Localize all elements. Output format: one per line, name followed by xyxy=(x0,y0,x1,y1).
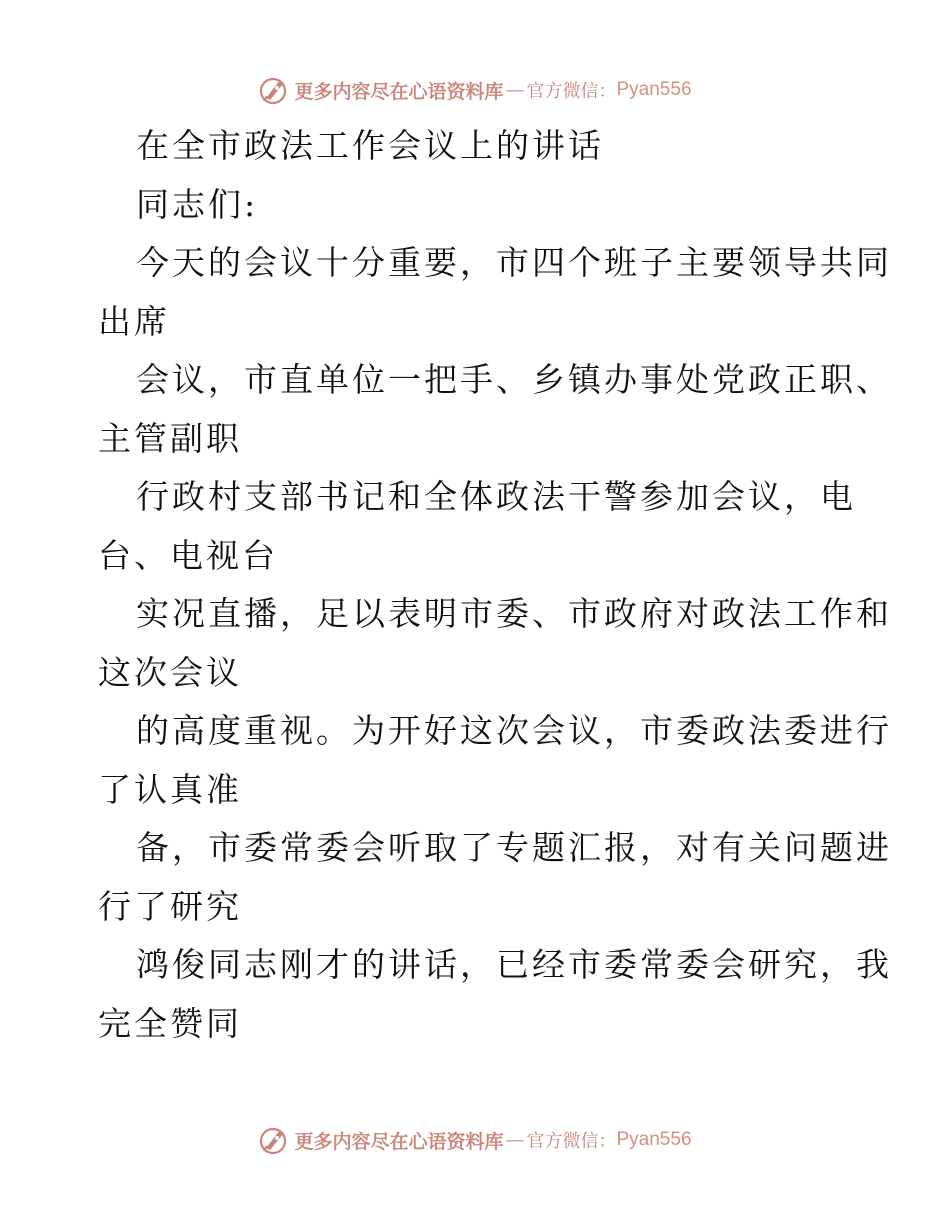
quill-pen-logo-icon xyxy=(258,74,290,106)
text-line: 这次会议 xyxy=(98,652,242,692)
salutation: 同志们: xyxy=(136,184,259,224)
text-line: 今天的会议十分重要，市四个班子主要领导共同 xyxy=(136,243,892,282)
banner-text: 更多内容尽在心语资料库 xyxy=(294,80,504,103)
header-banner xyxy=(0,70,950,110)
banner-separator: — xyxy=(505,1129,525,1151)
quill-pen-logo-icon xyxy=(258,1124,290,1156)
text-line: 鸿俊同志刚才的讲话，已经市委常委会研究，我 xyxy=(136,945,892,984)
text-line: 台、电视台 xyxy=(98,535,278,575)
text-line: 行了研究 xyxy=(98,886,242,926)
banner-wechat-label: 官方微信： xyxy=(526,1131,617,1152)
footer-banner xyxy=(0,1120,950,1160)
text-line: 主管副职 xyxy=(98,418,242,458)
banner-wechat-label: 官方微信： xyxy=(526,81,617,102)
text-line: 行政村支部书记和全体政法干警参加会议，电 xyxy=(136,477,856,516)
text-line: 实况直播，足以表明市委、市政府对政法工作和 xyxy=(136,594,892,633)
text-line: 的高度重视。为开好这次会议，市委政法委进行 xyxy=(136,711,892,750)
banner-separator: — xyxy=(505,79,525,101)
text-line: 会议，市直单位一把手、乡镇办事处党政正职、 xyxy=(136,360,892,399)
text-line: 出席 xyxy=(98,301,170,341)
banner-wechat-id: Pyan556 xyxy=(616,79,692,100)
text-line: 完全赞同 xyxy=(98,1003,242,1043)
document-body xyxy=(0,117,950,1053)
banner-wechat-id: Pyan556 xyxy=(616,1129,692,1150)
text-line: 了认真准 xyxy=(98,769,242,809)
text-line: 备，市委常委会听取了专题汇报，对有关问题进 xyxy=(136,828,892,867)
document-title: 在全市政法工作会议上的讲话 xyxy=(136,126,604,165)
banner-text: 更多内容尽在心语资料库 xyxy=(294,1130,504,1153)
